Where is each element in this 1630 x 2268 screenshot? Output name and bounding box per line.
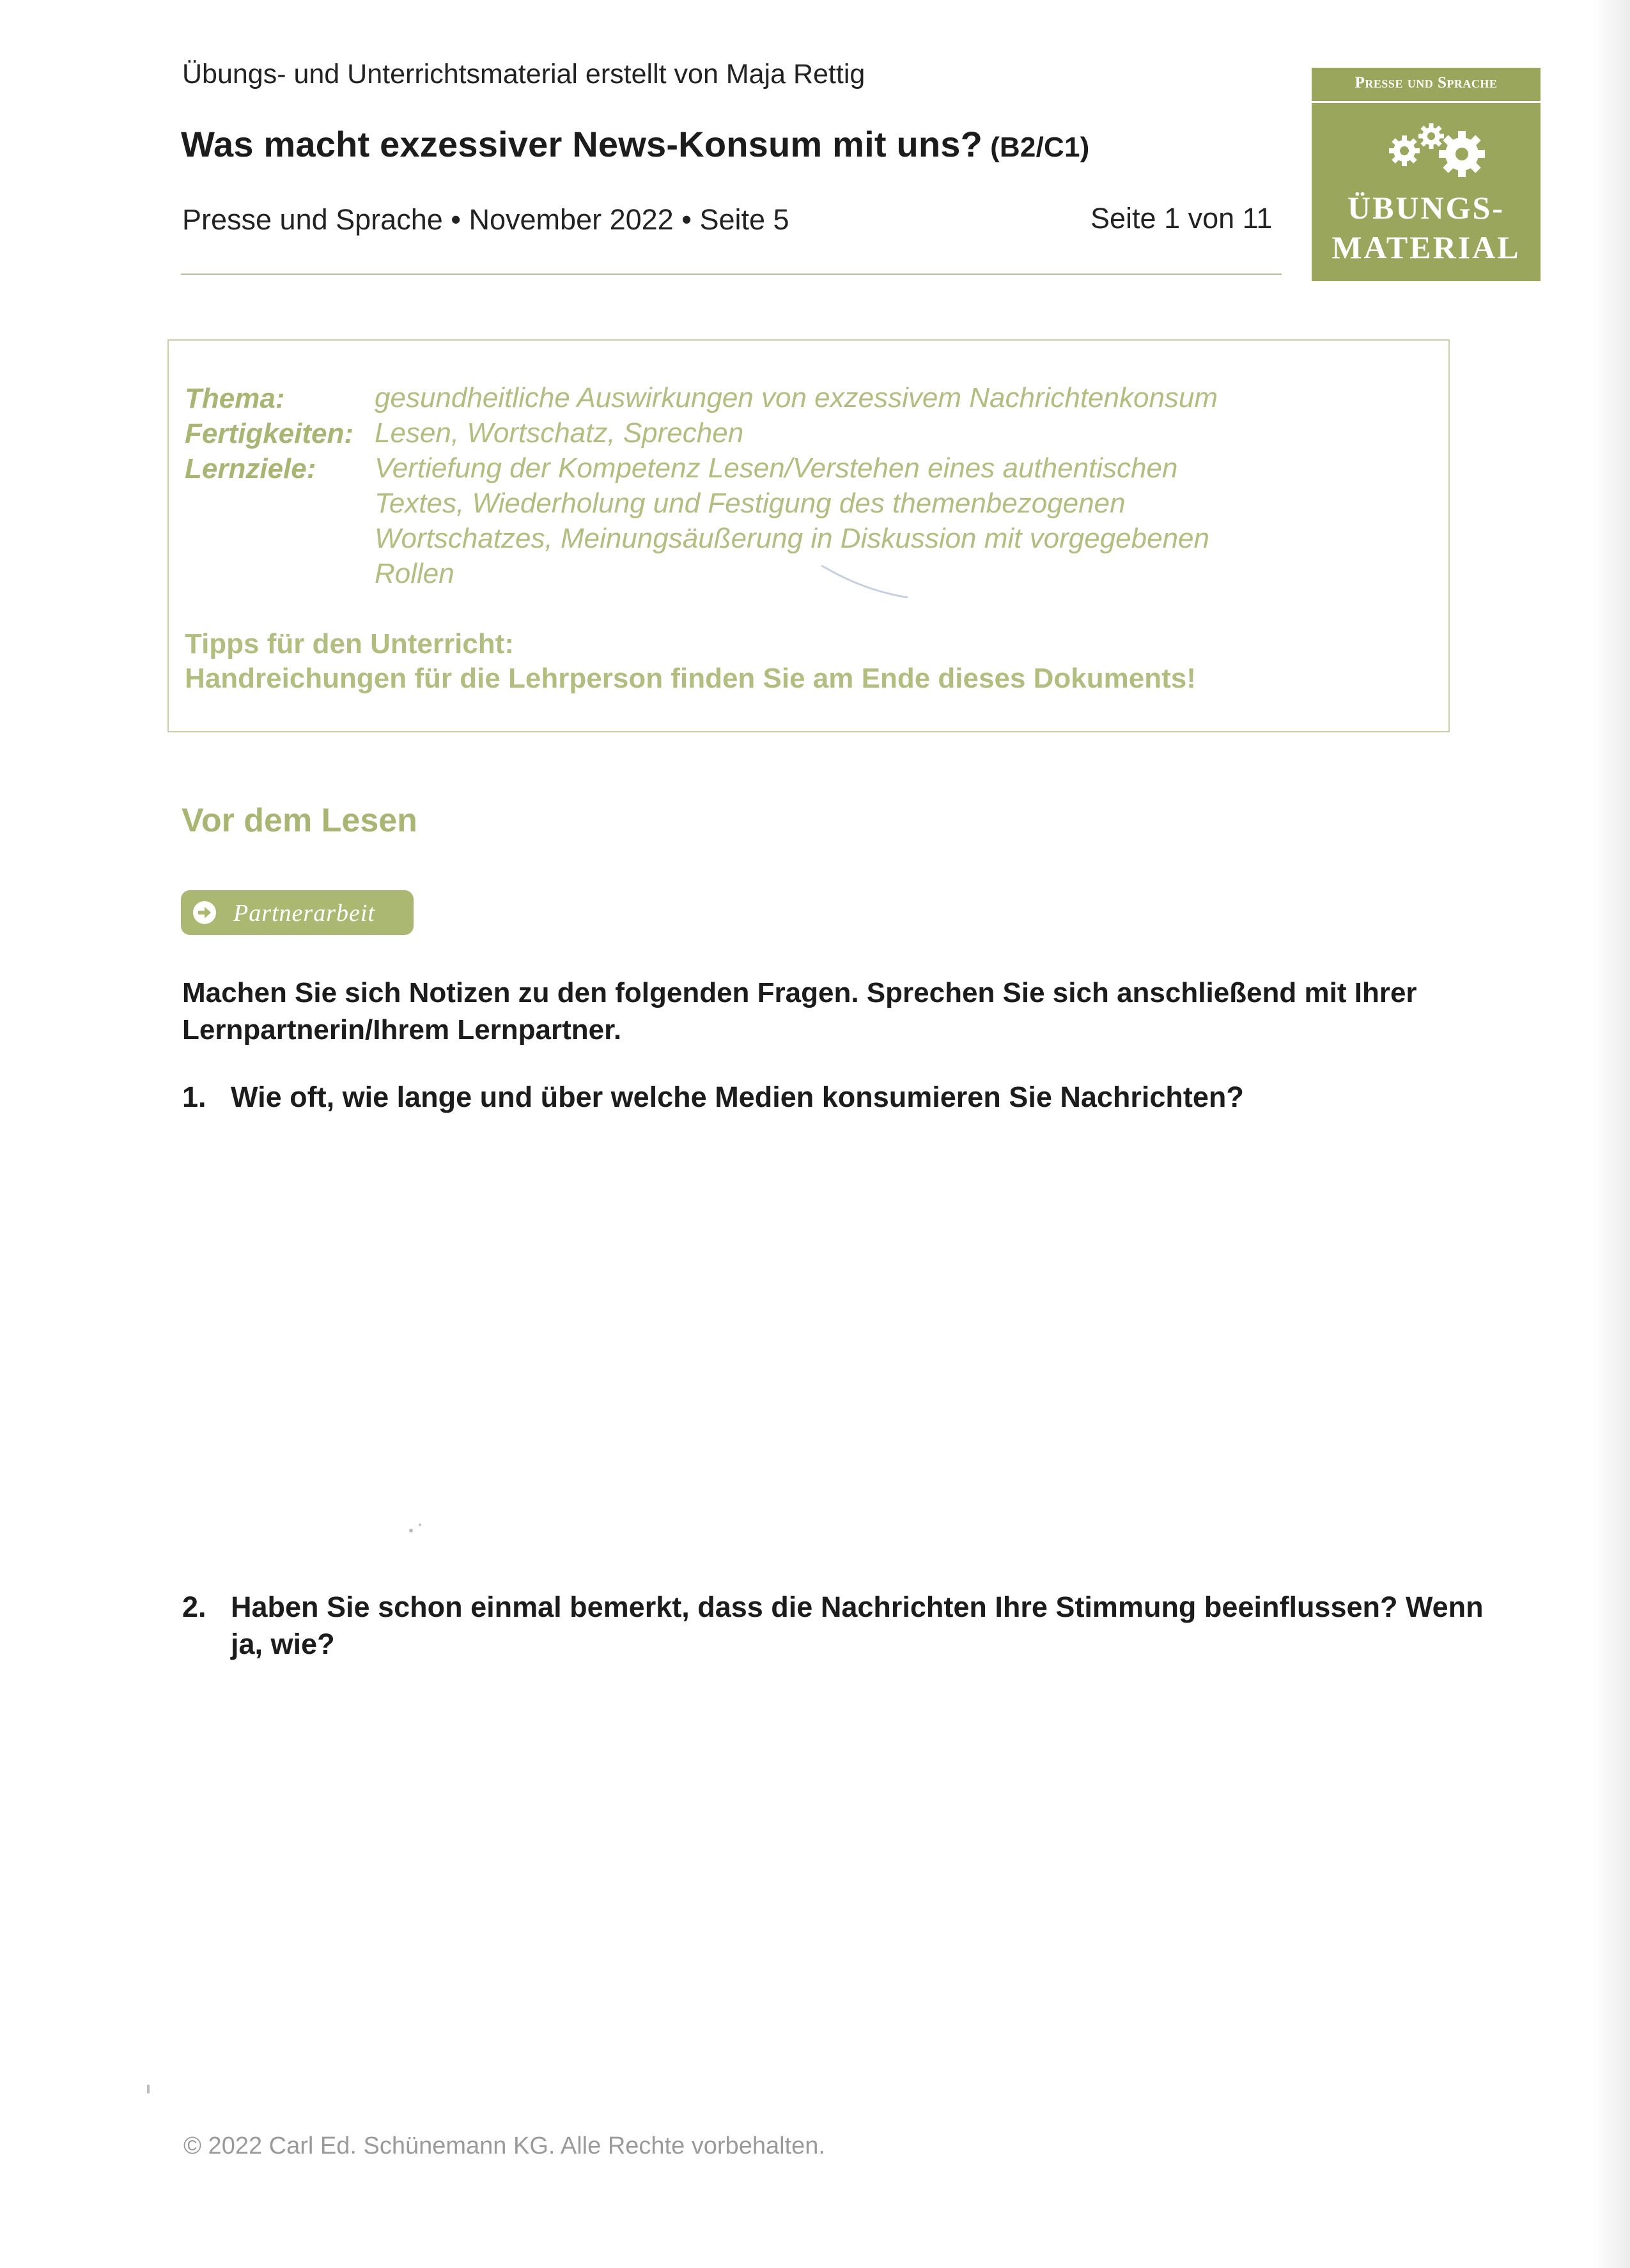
title-text: Was macht exzessiver News-Konsum mit uns? [181, 124, 983, 164]
question-text: Wie oft, wie lange und über welche Medien konsumieren Sie Nachrichten? [231, 1081, 1244, 1113]
tips-text: Handreichungen für die Lehrperson finden Sie am Ende dieses Dokuments! [185, 663, 1196, 694]
partnerarbeit-badge [181, 890, 414, 935]
scan-speck [419, 1524, 421, 1526]
question-text: Haben Sie schon einmal bemerkt, dass die Nachrichten Ihre Stimmung beeinflussen? Wenn ja, wie? [231, 1591, 1484, 1660]
publication-line: Presse und Sprache • November 2022 • Seite 5 [182, 203, 789, 236]
fertigkeiten-value: Lesen, Wortschatz, Sprechen [375, 417, 744, 449]
question-number: 2. [182, 1591, 206, 1623]
gears-icon [1385, 116, 1487, 192]
lernziele-label: Lernziele: [185, 453, 316, 484]
pen-stroke-mark [818, 562, 914, 607]
question-number: 1. [182, 1081, 206, 1113]
instructions-text: Machen Sie sich Notizen zu den folgenden Fragen. Sprechen Sie sich anschließend mit Ihrer Lernpartnerin/Ihrem Lernpartner. [182, 977, 1417, 1045]
badge-label: Partnerarbeit [233, 900, 375, 927]
page-count: Seite 1 von 11 [1091, 202, 1273, 235]
logo-line-1: ÜBUNGS- [1347, 190, 1505, 226]
arrow-right-icon [192, 900, 217, 925]
tips-title: Tipps für den Unterricht: [185, 628, 514, 660]
lernziele-value: Vertiefung der Kompetenz Lesen/Verstehen eines authentischen Textes, Wiederholung und Festigung des themenbezogenen Wortschatzes, Meinungsäußerung in Diskussion mit vorgegebenen Rollen [375, 452, 1209, 589]
section-heading: Vor dem Lesen [182, 802, 417, 839]
scan-speck [409, 1529, 413, 1532]
header-divider [181, 274, 1282, 275]
document-title [181, 123, 1090, 165]
copyright-notice: © 2022 Carl Ed. Schünemann KG. Alle Rechte vorbehalten. [183, 2133, 825, 2159]
thema-value: gesundheitliche Auswirkungen von exzessivem Nachrichtenkonsum [375, 382, 1218, 413]
thema-label: Thema: [185, 383, 285, 414]
logo-divider [1312, 101, 1541, 103]
info-box [167, 339, 1450, 732]
fertigkeiten-label: Fertigkeiten: [185, 418, 354, 449]
author-line: Übungs- und Unterrichtsmaterial erstellt von Maja Rettig [182, 59, 865, 89]
scan-speck [147, 2085, 150, 2094]
logo-line-2: MATERIAL [1331, 229, 1521, 265]
level-tag: (B2/C1) [990, 132, 1090, 163]
page-edge-shadow [1592, 0, 1630, 2268]
uebungsmaterial-logo [1312, 68, 1541, 281]
logo-top-text: Presse und Sprache [1354, 74, 1498, 91]
